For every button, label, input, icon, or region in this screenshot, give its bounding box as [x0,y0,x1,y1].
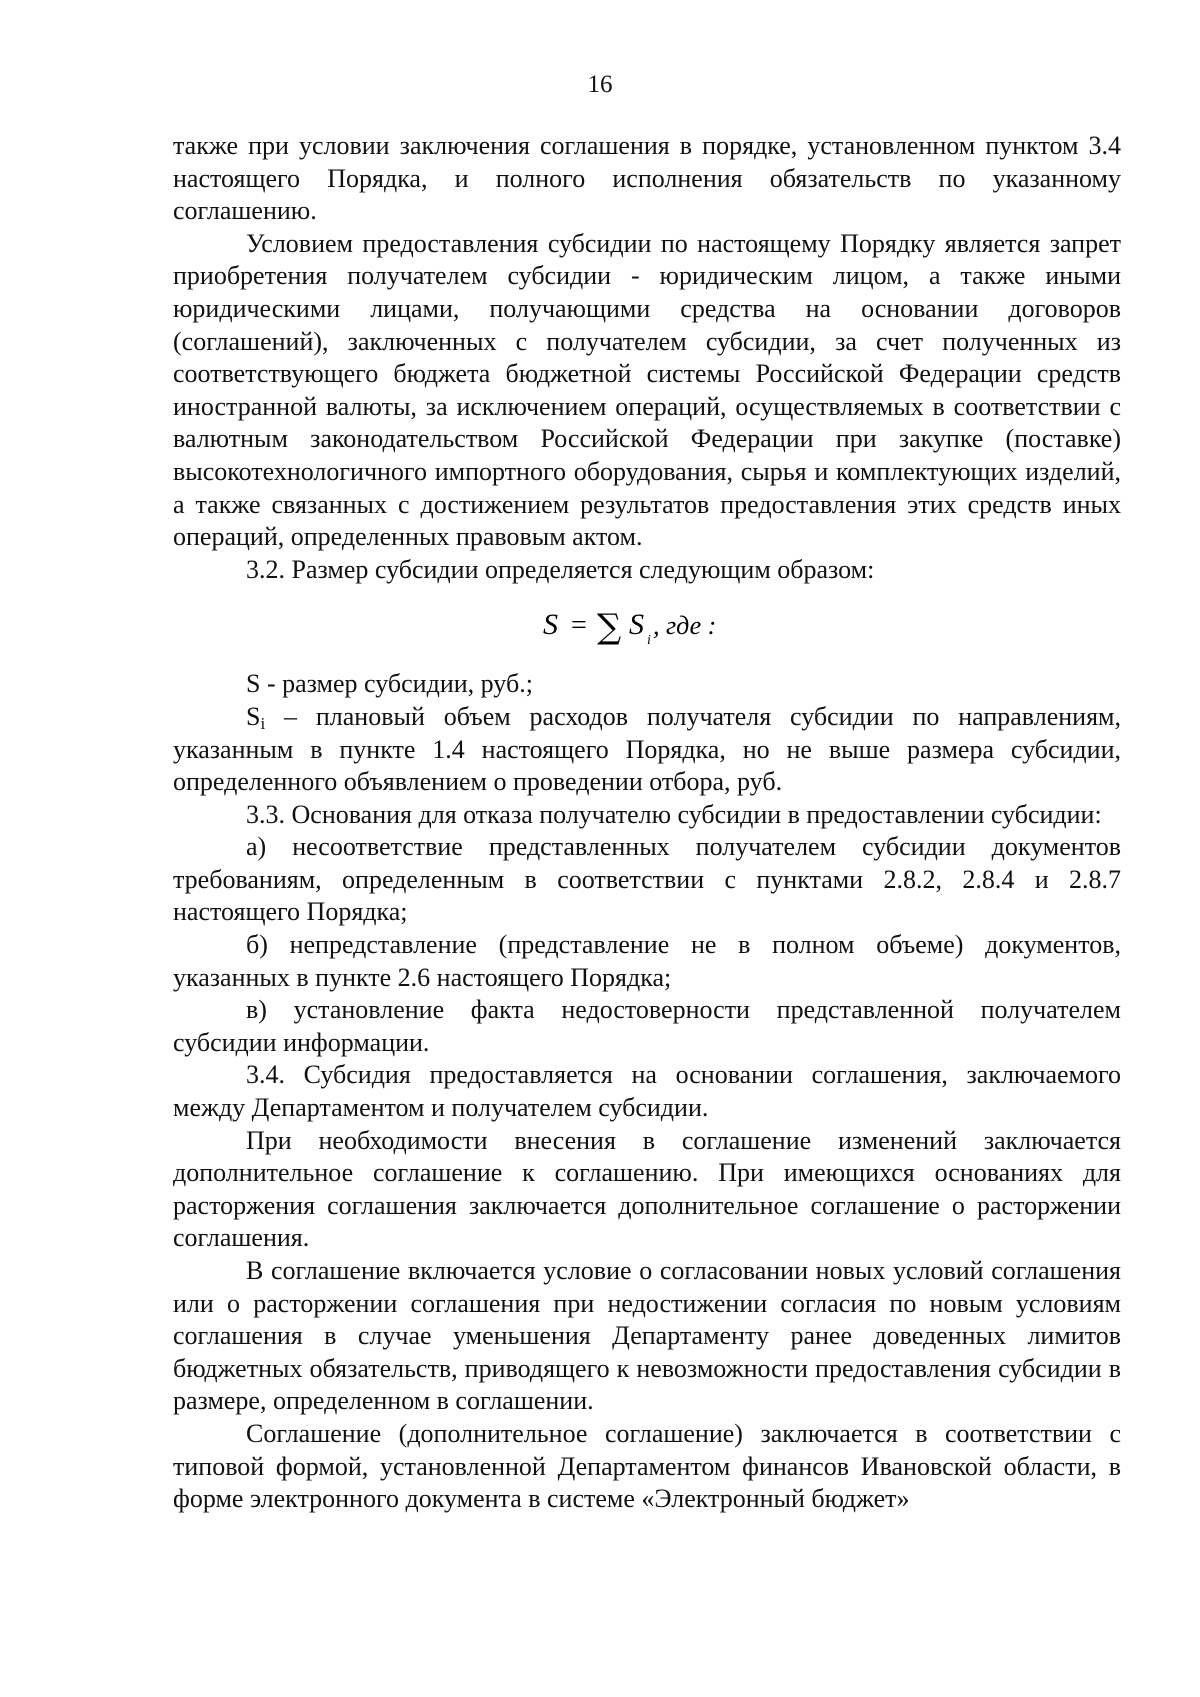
paragraph-3-3-a: а) несоответствие представленных получателем субсидии документов требованиям, определенным в соответствии с пунктами 2.8.2, 2.8.4 и 2.8.7 настоящего Порядка; [173,832,1121,927]
definition-s: S - размер субсидии, руб.; [246,669,533,699]
formula-term: S [629,608,644,642]
paragraph-3-3-refusal-grounds: 3.3. Основания для отказа получателю субсидии в предоставлении субсидии: [246,799,1102,829]
definition-si-subscript: i [260,713,266,733]
document-body [173,130,1121,1516]
page-number: 16 [587,71,613,98]
paragraph-continuation: также при условии заключения соглашения в порядке, установленном пунктом 3.4 настоящего Порядка, и полного исполнения обязательств по указанному соглашению. [173,131,1121,226]
formula-lhs: S [543,608,558,642]
subsidy-formula-graphic [537,594,757,654]
paragraph-3-3-v: в) установление факта недостоверности представленной получателем субсидии информации. [173,995,1121,1057]
paragraph-new-conditions: В соглашение включается условие о согласовании новых условий соглашения или о расторжении соглашения при недостижении согласия по новым условиям соглашения в случае уменьшения Департаменту ранее доведенных лимитов бюджетных обязательств, приводящего к невозможности предоставления субсидии в размере, определенном в соглашении. [173,1256,1121,1416]
paragraph-3-3-b: б) непредставление (представление не в полном объеме) документов, указанных в пункте 2.6 настоящего Порядка; [173,930,1121,992]
subsidy-formula [173,594,1121,654]
definition-si [173,701,1121,799]
paragraph-3-4-agreement: 3.4. Субсидия предоставляется на основании соглашения, заключаемого между Департаментом и получателем субсидии. [173,1060,1121,1123]
paragraph-agreement-changes: При необходимости внесения в соглашение изменений заключается дополнительное соглашение к соглашению. При имеющихся основаниях для расторжения соглашения заключается дополнительное соглашение о расторжении соглашения. [173,1125,1121,1253]
formula-sum-sign: ∑ [597,607,622,648]
formula-subscript: i [647,633,651,649]
paragraph-typical-form: Соглашение (дополнительное соглашение) заключается в соответствии с типовой формой, установленной Департаментом финансов Ивановской области, в форме электронного документа в системе «Электронный бюджет» [173,1418,1121,1514]
definition-si-text: – плановый объем расходов получателя субсидии по направлениям, указанным в пункте 1.4 настоящего Порядка, но не выше размера субсидии, определенного объявлением о проведении отбора, руб. [173,701,1121,797]
paragraph-3-2-subsidy-size: 3.2. Размер субсидии определяется следующим образом: [246,554,875,584]
definition-si-symbol: S [246,701,261,731]
formula-tail: , где : [653,611,717,641]
formula-equals: = [571,610,587,642]
paragraph-foreign-currency-condition: Условием предоставления субсидии по настоящему Порядку является запрет приобретения получателем субсидии - юридическим лицом, а также иными юридическими лицами, получающими средства на основании договоров (соглашений), заключенных с получателем субсидии, за счет полученных из соответствующего бюджета бюджетной системы Российской Федерации средств иностранной валюты, за исключением операций, осуществляемых в соответствии с валютным законодательством Российской Федерации при закупке (поставке) высокотехнологичного импортного оборудования, сырья и комплектующих изделий, а также связанных с достижением результатов предоставления этих средств иных операций, определенных правовым актом. [173,228,1121,552]
